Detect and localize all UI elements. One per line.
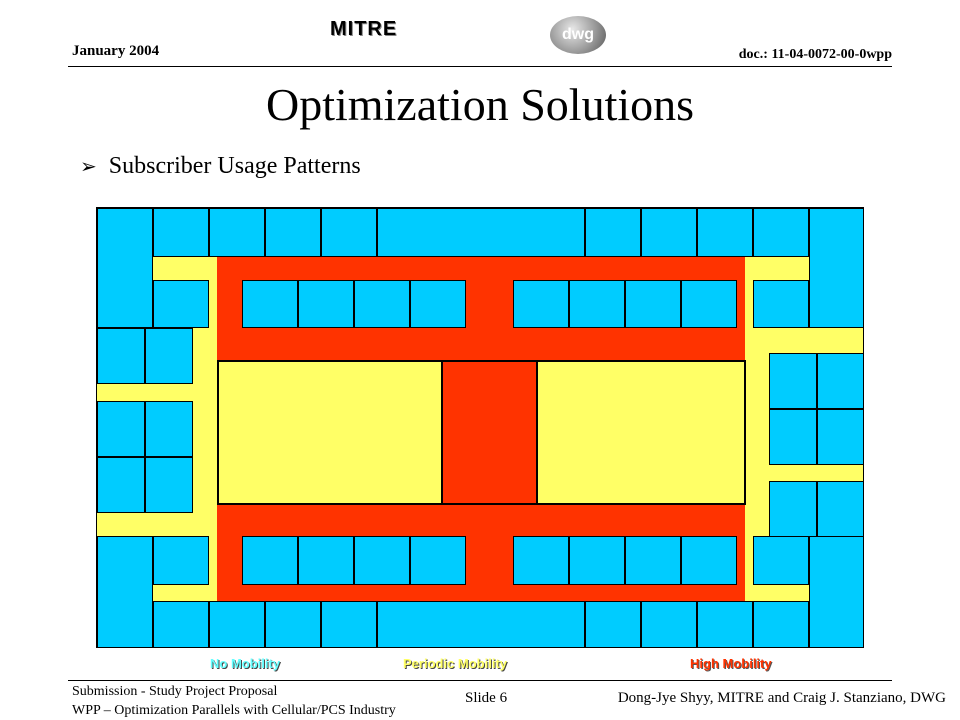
cell-block <box>97 536 153 648</box>
cell-block <box>145 328 193 384</box>
cell-block <box>697 208 753 257</box>
cell-block <box>585 208 641 257</box>
cell-block <box>641 208 697 257</box>
cell-block <box>753 208 809 257</box>
cell-block <box>354 280 410 328</box>
cell-block <box>697 601 753 648</box>
cell-block <box>97 457 145 513</box>
cell-block <box>354 536 410 585</box>
dwg-logo: dwg <box>550 16 606 54</box>
cell-block <box>265 208 321 257</box>
header-doc-number <box>739 47 892 63</box>
cell-block <box>513 536 569 585</box>
doc-label: doc.: <box>738 47 768 62</box>
cell-block <box>145 457 193 513</box>
cell-block <box>569 536 625 585</box>
cell-block <box>153 208 209 257</box>
high-mobility-corridor <box>441 360 538 505</box>
cell-block <box>410 536 466 585</box>
doc-number: 11-04-0072-00-0wpp <box>771 47 892 62</box>
cell-block <box>321 208 377 257</box>
cell-block <box>265 601 321 648</box>
cell-block <box>153 280 209 328</box>
cell-block <box>769 409 817 465</box>
cell-block <box>641 601 697 648</box>
cell-block <box>753 536 809 585</box>
cell-block <box>97 208 153 328</box>
cell-block <box>569 280 625 328</box>
slide-number: Slide 6 <box>465 690 508 706</box>
header-date: January 2004 <box>72 43 160 59</box>
cell-block <box>809 536 864 648</box>
cell-block <box>242 536 298 585</box>
footer-submission: Submission - Study Project Proposal <box>72 684 278 699</box>
cell-block <box>769 481 817 537</box>
cell-block <box>817 481 864 537</box>
cell-block <box>681 280 737 328</box>
slide-title: Optimization Solutions <box>265 79 695 130</box>
cell-block <box>817 409 864 465</box>
footer-authors: Dong-Jye Shyy, MITRE and Craig J. Stanziano, DWG <box>617 690 946 706</box>
legend-periodic-mobility: Periodic Mobility <box>403 656 508 671</box>
cell-block <box>321 601 377 648</box>
periodic-zone-left <box>217 360 443 505</box>
cell-block <box>242 280 298 328</box>
cell-block <box>513 280 569 328</box>
header-divider <box>68 66 892 67</box>
cell-block <box>209 208 265 257</box>
periodic-zone-right <box>536 360 746 505</box>
cell-block <box>753 601 809 648</box>
cell-block <box>377 208 585 257</box>
mitre-logo: MITRE <box>330 18 398 40</box>
usage-pattern-diagram <box>96 207 864 648</box>
cell-block <box>153 536 209 585</box>
cell-block <box>410 280 466 328</box>
cell-block <box>97 401 145 457</box>
cell-block <box>298 280 354 328</box>
cell-block <box>625 536 681 585</box>
cell-block <box>585 601 641 648</box>
cell-block <box>681 536 737 585</box>
arrow-bullet-icon: ➢ <box>80 154 97 178</box>
cell-block <box>817 353 864 409</box>
cell-block <box>145 401 193 457</box>
cell-block <box>769 353 817 409</box>
footer-divider <box>68 680 892 681</box>
cell-block <box>625 280 681 328</box>
cell-block <box>298 536 354 585</box>
legend-no-mobility: No Mobility <box>210 656 281 671</box>
cell-block <box>753 280 809 328</box>
cell-block <box>153 601 209 648</box>
bullet-item <box>80 153 361 180</box>
cell-block <box>809 208 864 328</box>
bullet-text: Subscriber Usage Patterns <box>108 153 361 179</box>
footer-subtitle: WPP – Optimization Parallels with Cellular/PCS Industry <box>72 703 396 718</box>
cell-block <box>209 601 265 648</box>
cell-block <box>377 601 585 648</box>
legend-high-mobility: High Mobility <box>690 656 772 671</box>
cell-block <box>97 328 145 384</box>
